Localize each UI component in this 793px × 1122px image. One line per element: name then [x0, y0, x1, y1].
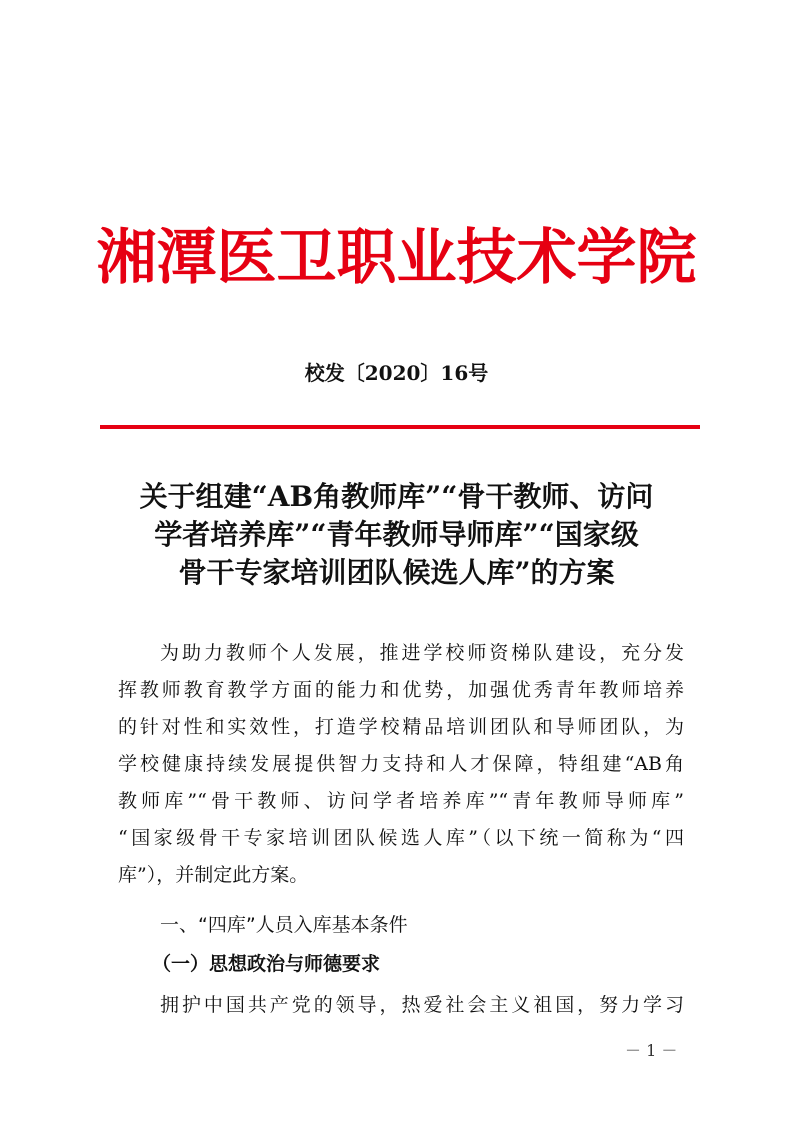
paragraph-line: “国家级骨干专家培训团队候选人库”（以下统一简称为“四 — [118, 827, 684, 849]
title-line: 骨干专家培训团队候选人库”的方案 — [178, 556, 615, 589]
paragraph-line: 挥教师教育教学方面的能力和优势，加强优秀青年教师培养 — [118, 679, 684, 701]
paragraph-line: 学校健康持续发展提供智力支持和人才保障，特组建“AB角 — [118, 753, 684, 775]
paragraph-line: 教师库”“骨干教师、访问学者培养库”“青年教师导师库” — [118, 790, 684, 812]
title-line: 关于组建“AB角教师库”“骨干教师、访问 — [139, 480, 654, 513]
paragraph-line: 为助力教师个人发展，推进学校师资梯队建设，充分发 — [160, 642, 684, 664]
paragraph-line: 的针对性和实效性，打造学校精品培训团队和导师团队，为 — [118, 716, 684, 738]
subsection-heading: （一）思想政治与师德要求 — [152, 953, 381, 975]
title-line: 学者培养库”“青年教师导师库”“国家级 — [154, 518, 639, 551]
red-divider-line — [100, 425, 700, 429]
section-heading: 一、“四库”人员入库基本条件 — [160, 914, 408, 936]
intro-paragraph — [118, 635, 684, 894]
section-paragraph-line: 拥护中国共产党的领导，热爱社会主义祖国，努力学习 — [160, 994, 684, 1016]
paragraph-line: 库”），并制定此方案。 — [118, 864, 309, 886]
page-number: － 1 － — [625, 1041, 678, 1060]
institution-header: 湘潭医卫职业技术学院 — [96, 223, 697, 293]
document-number: 校发〔2020〕16号 — [304, 361, 489, 385]
document-title — [80, 478, 713, 592]
